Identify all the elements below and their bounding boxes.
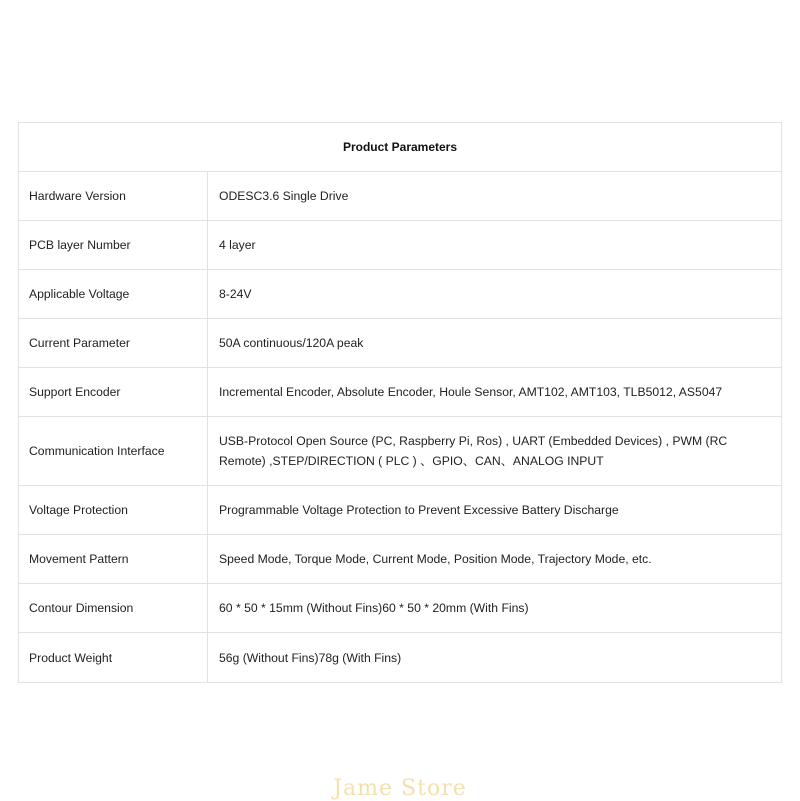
- row-value: 56g (Without Fins)78g (With Fins): [219, 650, 402, 665]
- row-label: Support Encoder: [19, 368, 208, 416]
- row-label: Movement Pattern: [19, 535, 208, 583]
- row-value: ODESC3.6 Single Drive: [219, 189, 349, 203]
- row-label: Current Parameter: [19, 319, 208, 367]
- table-row: [19, 368, 781, 417]
- row-label: Applicable Voltage: [19, 270, 208, 318]
- table-row: [19, 486, 781, 535]
- row-label: Voltage Protection: [19, 486, 208, 534]
- table-row: [19, 584, 781, 633]
- row-label: PCB layer Number: [19, 221, 208, 269]
- store-watermark: Jame Store: [333, 776, 467, 801]
- row-label: Product Weight: [19, 633, 208, 682]
- row-label: Contour Dimension: [19, 584, 208, 632]
- row-value: 60 * 50 * 15mm (Without Fins)60 * 50 * 20mm (With Fins): [219, 601, 529, 615]
- table-row: [19, 270, 781, 319]
- row-value: Programmable Voltage Protection to Prevent Excessive Battery Discharge: [219, 503, 619, 517]
- product-parameters-table: [18, 122, 782, 683]
- table-row: [19, 319, 781, 368]
- table-row: [19, 172, 781, 221]
- row-value: USB-Protocol Open Source (PC, Raspberry Pi, Ros) , UART (Embedded Devices) , PWM (RC Remote) ,STEP/DIRECTION ( PLC ) 、GPIO、CAN、ANALOG INPUT: [219, 434, 728, 468]
- table-title: Product Parameters: [19, 123, 781, 172]
- row-value: Incremental Encoder, Absolute Encoder, Houle Sensor, AMT102, AMT103, TLB5012, AS5047: [219, 385, 723, 399]
- row-label: Hardware Version: [19, 172, 208, 220]
- table-row: [19, 417, 781, 486]
- row-value: 8-24V: [219, 287, 252, 301]
- table-row: [19, 633, 781, 682]
- row-value: 50A continuous/120A peak: [219, 336, 364, 350]
- table-row: [19, 535, 781, 584]
- row-value: 4 layer: [219, 238, 256, 252]
- row-value: Speed Mode, Torque Mode, Current Mode, Position Mode, Trajectory Mode, etc.: [219, 552, 652, 566]
- row-label: Communication Interface: [19, 417, 208, 485]
- table-row: [19, 221, 781, 270]
